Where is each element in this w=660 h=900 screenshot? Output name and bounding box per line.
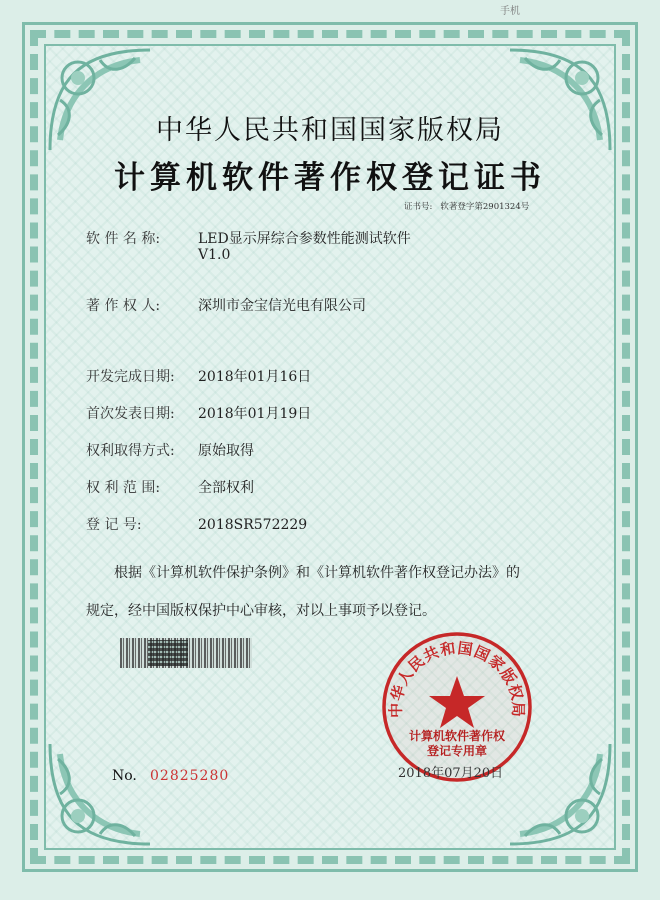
reg-row	[86, 514, 307, 534]
certificate-number	[404, 200, 537, 212]
barcode	[120, 638, 252, 668]
reg-value: 2018SR572229	[198, 517, 308, 533]
acquire-row	[86, 440, 254, 460]
owner-row	[86, 295, 366, 315]
software-name-value: LED显示屏综合参数性能测试软件	[198, 231, 411, 247]
handwritten-mark: 手机	[500, 6, 520, 17]
dev-date-row	[86, 366, 311, 386]
seal-text-line-1: 计算机软件著作权	[408, 729, 505, 743]
owner-value: 深圳市金宝信光电有限公司	[198, 298, 366, 314]
statement-line-1: 根据《计算机软件保护条例》和《计算机软件著作权登记办法》的	[114, 565, 520, 581]
certificate-title: 计算机软件著作权登记证书	[114, 160, 546, 196]
certificate-number-value: 软著登字第2901324号	[440, 202, 530, 212]
serial-label: No.	[112, 768, 137, 784]
software-name-label: 软 件 名 称:	[86, 231, 161, 247]
seal-arc-text: 中华人民共和国国家版权局	[386, 639, 528, 718]
certificate-number-label: 证书号:	[404, 202, 433, 212]
pub-date-value: 2018年01月19日	[198, 406, 312, 422]
software-version: V1.0	[198, 247, 231, 263]
acquire-value: 原始取得	[198, 443, 254, 459]
serial-number: 02825280	[150, 768, 230, 784]
owner-label: 著 作 权 人:	[86, 298, 161, 314]
pub-date-label: 首次发表日期:	[86, 406, 175, 422]
software-name-row	[86, 228, 411, 248]
dev-date-value: 2018年01月16日	[198, 369, 312, 385]
dev-date-label: 开发完成日期:	[86, 369, 175, 385]
official-seal-icon	[380, 630, 534, 784]
issue-date: 2018年07月20日	[398, 766, 504, 781]
issuer-title: 中华人民共和国国家版权局	[156, 115, 504, 146]
scope-row	[86, 477, 254, 497]
scope-label: 权 利 范 围:	[86, 480, 161, 496]
seal-text-line-2: 登记专用章	[426, 744, 487, 758]
pub-date-row	[86, 403, 311, 423]
acquire-label: 权利取得方式:	[86, 443, 175, 459]
reg-label: 登 记 号:	[86, 517, 142, 533]
corner-ornament-icon	[40, 734, 160, 854]
scope-value: 全部权利	[198, 480, 254, 496]
statement-line-2: 规定，经中国版权保护中心审核，对以上事项予以登记。	[86, 603, 436, 619]
